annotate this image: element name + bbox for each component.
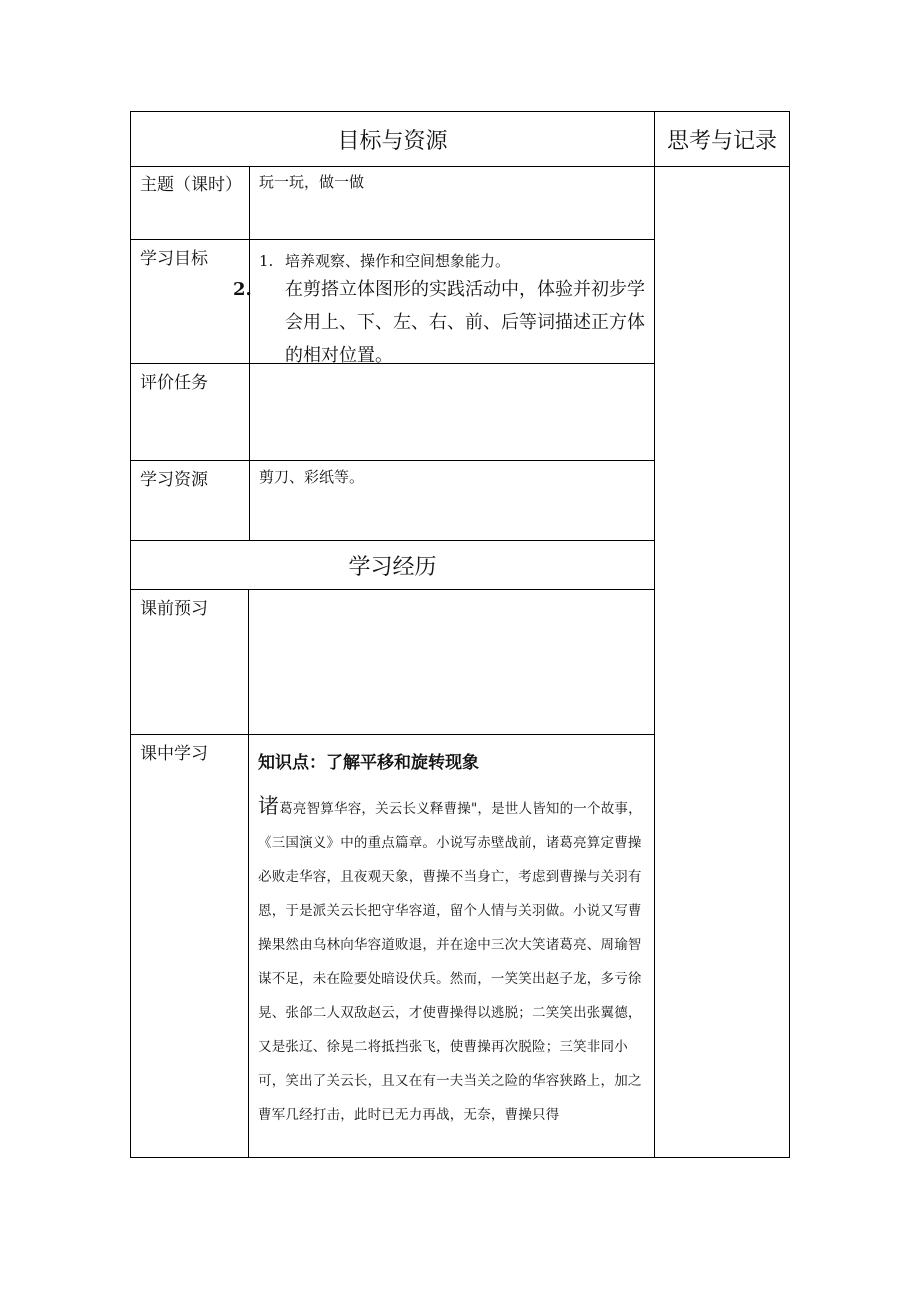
reflection-header: 思考与记录 — [666, 128, 777, 154]
row-divider-topic — [130, 239, 655, 240]
column-divider-label — [249, 166, 250, 540]
goals-label: 学习目标 — [140, 249, 208, 269]
preview-label: 课前预习 — [140, 599, 208, 619]
goals-resources-header: 目标与资源 — [337, 128, 448, 154]
goal-item-2-text: 在剪搭立体图形的实践活动中，体验并初步学会用上、下、左、右、前、后等词描述正方体的相对位置。 — [285, 279, 645, 366]
table-border-left — [130, 111, 131, 1158]
story-first-character: 诸 — [258, 794, 280, 818]
resources-content: 剪刀、彩纸等。 — [259, 468, 365, 486]
assessment-label: 评价任务 — [140, 373, 208, 393]
goal-item-1-text: 培养观察、操作和空间想象能力。 — [285, 252, 511, 270]
row-divider-preview — [130, 734, 655, 735]
row-divider-header — [130, 166, 790, 167]
in-class-label: 课中学习 — [140, 744, 208, 764]
topic-content: 玩一玩，做一做 — [259, 173, 365, 191]
goal-item-1-number: 1. — [259, 252, 274, 270]
column-divider-label-2 — [248, 589, 249, 1158]
table-border-bottom — [130, 1157, 790, 1158]
goal-item-2-number: 2. — [233, 279, 252, 300]
knowledge-point-title: 知识点：了解平移和旋转现象 — [258, 753, 479, 773]
learning-experience-header: 学习经历 — [348, 554, 437, 580]
table-border-right — [789, 111, 790, 1158]
column-divider-reflection — [654, 111, 655, 1158]
resources-label: 学习资源 — [140, 470, 208, 490]
story-text: 葛亮智算华容，关云长义释曹操"，是世人皆知的一个故事，《三国演义》中的重点篇章。小说写赤壁战前，诸葛亮算定曹操必败走华容，且夜观天象，曹操不当身亡，考虑到曹操与关羽有恩，于是派关云长把守华容道，留个人情与关羽做。小说又写曹操果然由乌林向华容道败退，并在途中三次大笑诸葛亮、周瑜智谋不足，未在险要处暗设伏兵。然而，一笑笑出赵子龙，多亏徐晃、张郃二人双敌赵云，才使曹操得以逃脱；二笑笑出张翼德，又是张辽、徐晃二将抵挡张飞，使曹操再次脱险；三笑非同小可，笑出了关云长，且又在有一夫当关之险的华容狭路上，加之曹军几经打击，此时已无力再战，无奈，曹操只得 — [258, 801, 642, 1123]
topic-label: 主题（课时） — [140, 175, 242, 195]
goal-item-2 — [233, 273, 647, 372]
goal-item-1 — [259, 250, 649, 271]
row-divider-assessment — [130, 460, 655, 461]
row-divider-experience — [130, 589, 655, 590]
story-paragraph — [258, 789, 642, 1155]
